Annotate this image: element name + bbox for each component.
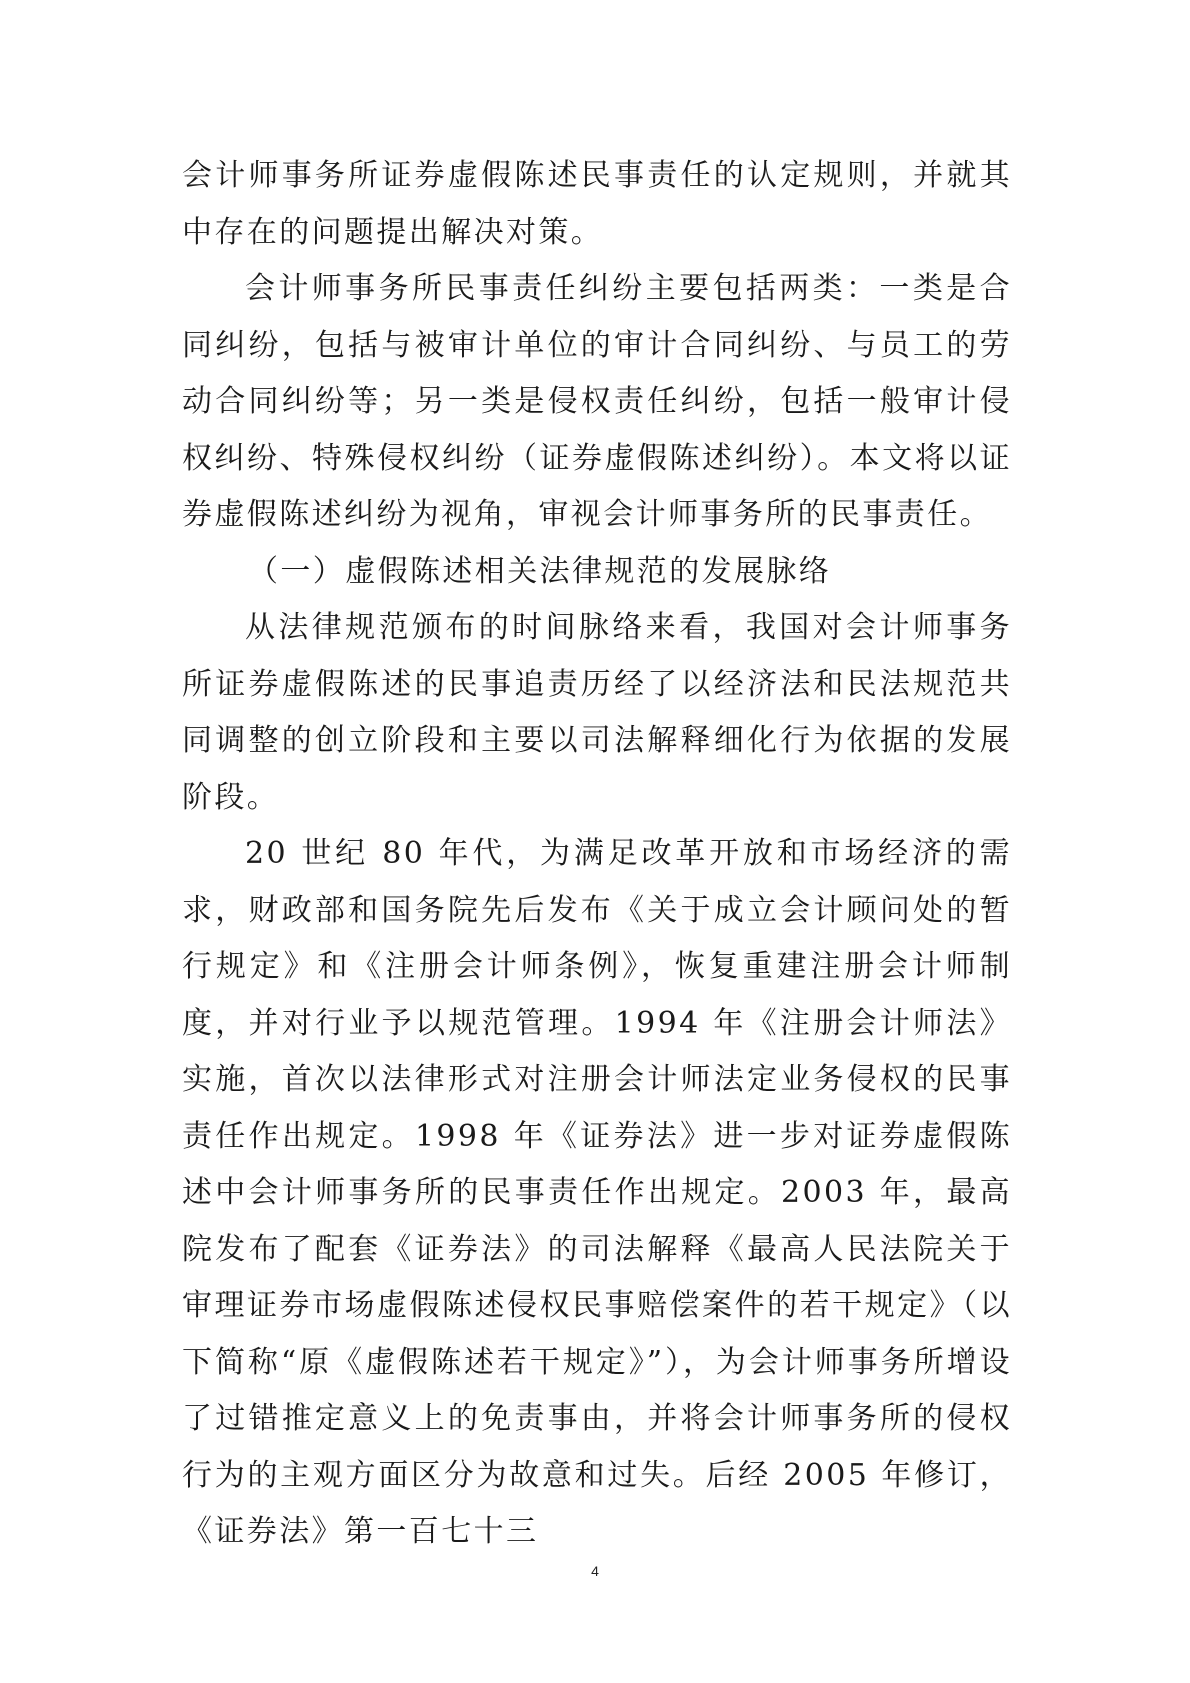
paragraph-legal-timeline: 从法律规范颁布的时间脉络来看，我国对会计师事务所证券虚假陈述的民事追责历经了以经济法和民法规范共同调整的创立阶段和主要以司法解释细化行为依据的发展阶段。	[182, 610, 1012, 815]
paragraph-intro-continuation: 会计师事务所证券虚假陈述民事责任的认定规则，并就其中存在的问题提出解决对策。	[182, 158, 1012, 250]
section-heading: （一）虚假陈述相关法律规范的发展脉络	[248, 553, 832, 589]
paragraph-history: 20 世纪 80 年代，为满足改革开放和市场经济的需求，财政部和国务院先后发布《关于成立会计顾问处的暂行规定》和《注册会计师条例》，恢复重建注册会计师制度，并对行业予以规范管理。1994 年《注册会计师法》实施，首次以法律形式对注册会计师法定业务侵权的民事责任作出规定。1998 年《证券法》进一步对证券虚假陈述中会计师事务所的民事责任作出规定。2003 年，最高院发布了配套《证券法》的司法解释《最高人民法院关于审理证券市场虚假陈述侵权民事赔偿案件的若干规定》（以下简称“原《虚假陈述若干规定》”），为会计师事务所增设了过错推定意义上的免责事由，并将会计师事务所的侵权行为的主观方面区分为故意和过失。后经 2005 年修订，《证券法》第一百七十三	[182, 836, 1012, 1549]
page-number: 4	[591, 1563, 599, 1579]
paragraph-dispute-types: 会计师事务所民事责任纠纷主要包括两类：一类是合同纠纷，包括与被审计单位的审计合同纠纷、与员工的劳动合同纠纷等；另一类是侵权责任纠纷，包括一般审计侵权纠纷、特殊侵权纠纷（证券虚假陈述纠纷）。本文将以证券虚假陈述纠纷为视角，审视会计师事务所的民事责任。	[182, 271, 1012, 532]
document-body	[182, 148, 1012, 1561]
